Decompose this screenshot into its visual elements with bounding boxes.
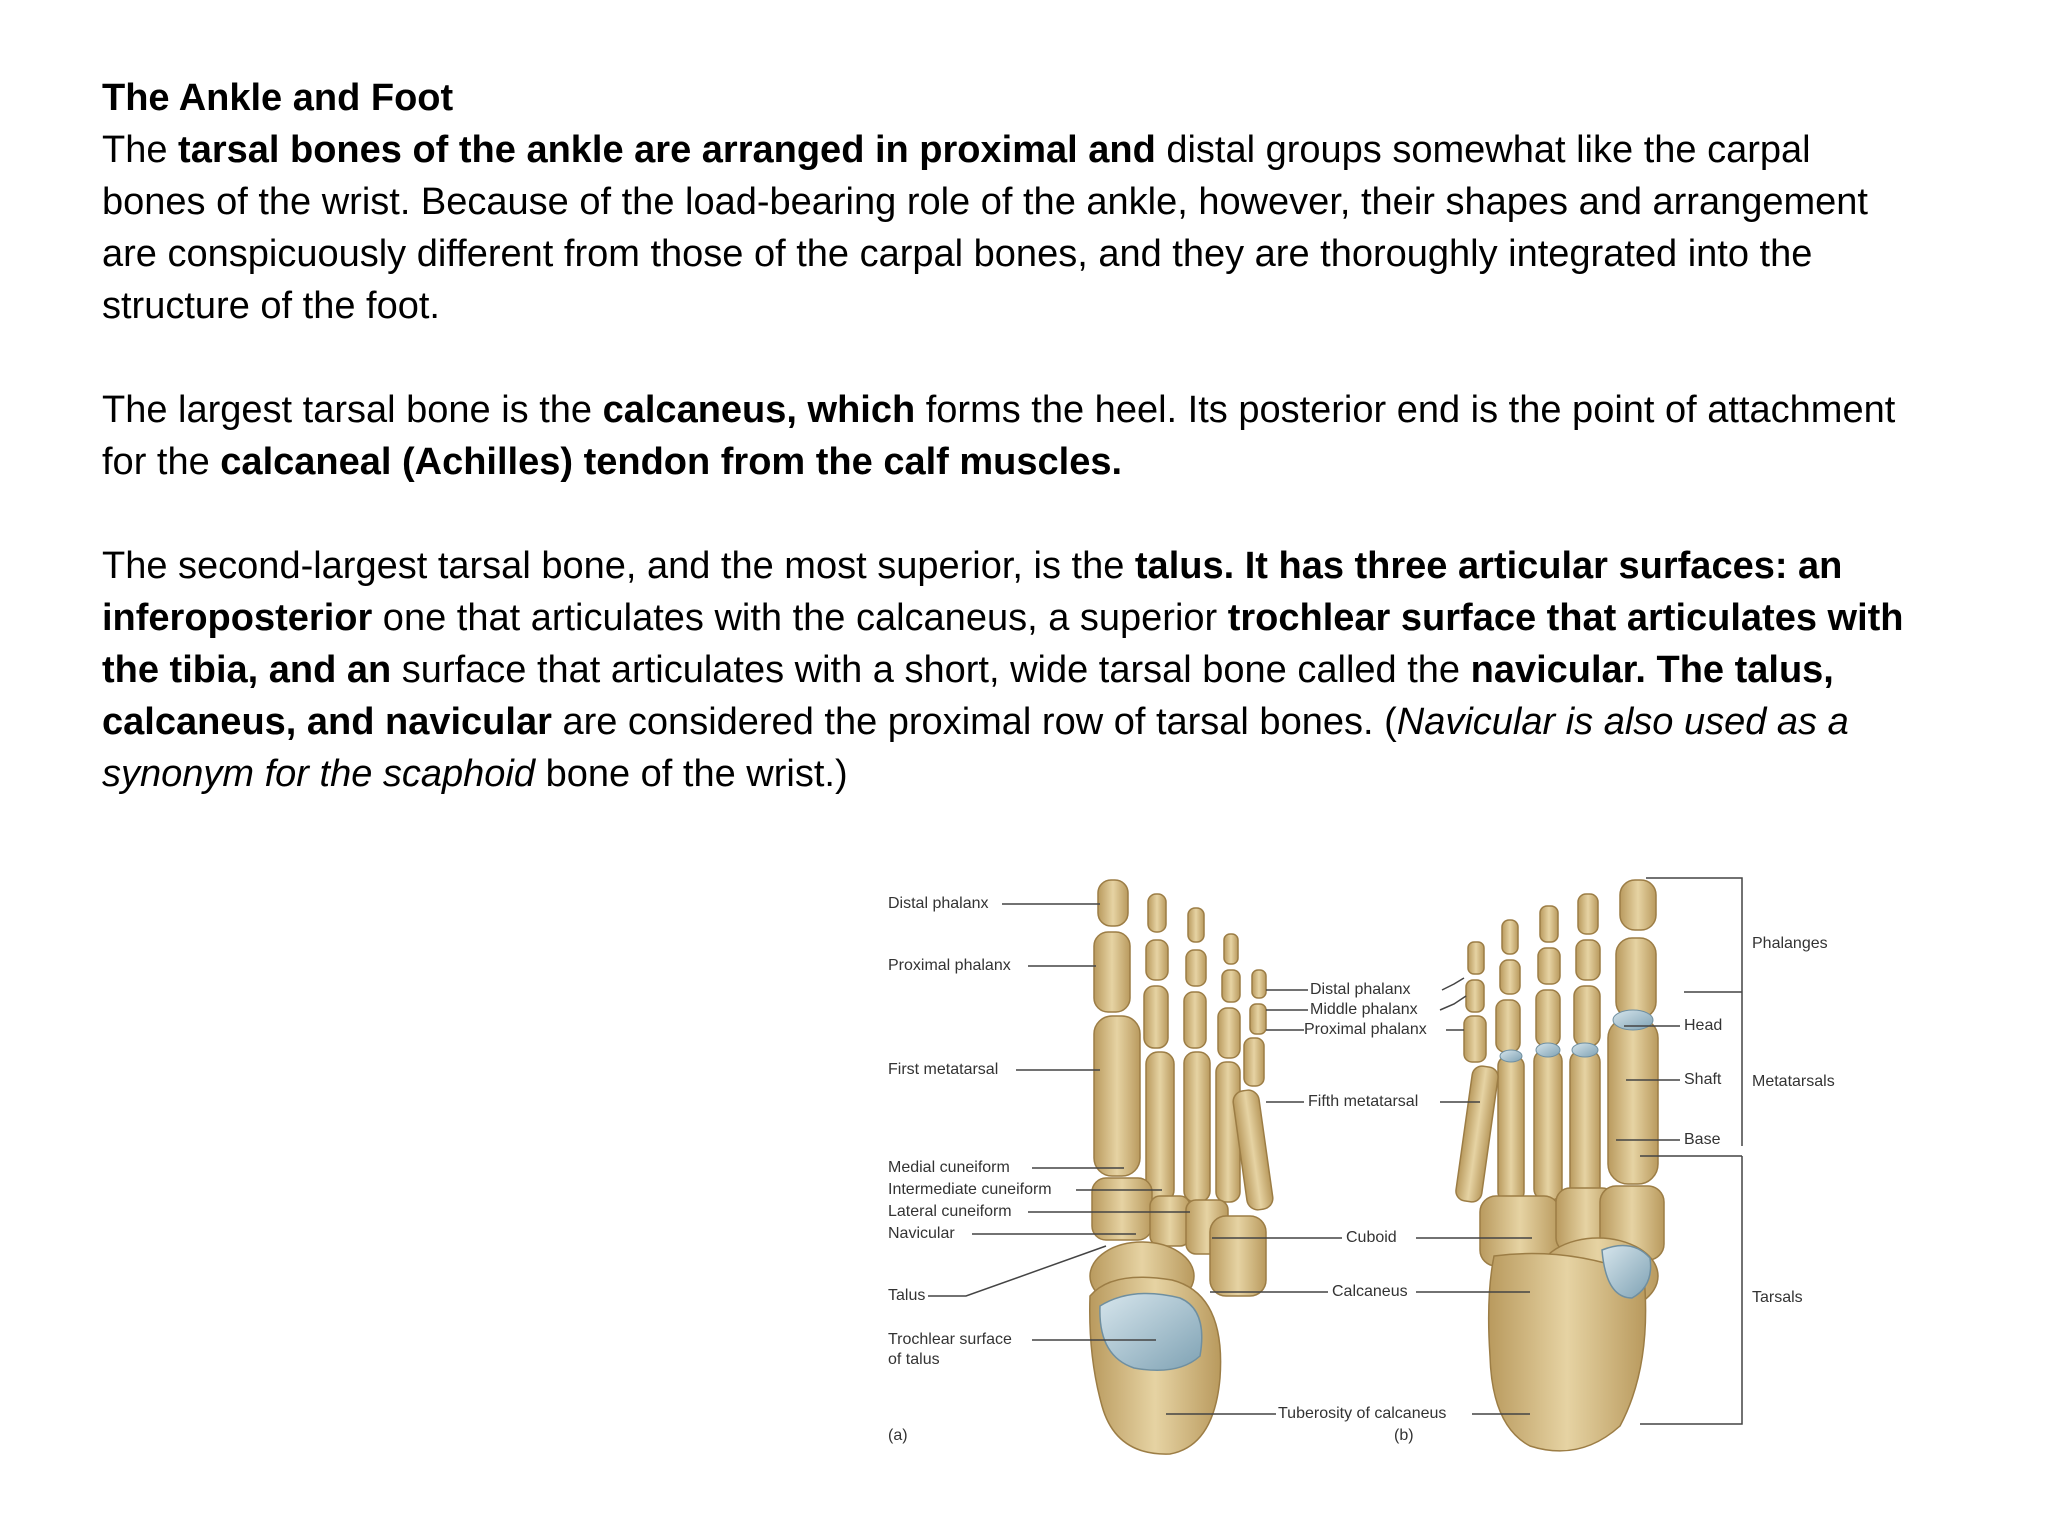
- article-text: [102, 72, 1922, 800]
- panel-label-b: (b): [1394, 1427, 1414, 1444]
- text-run: forms the heel. Its posterior end is the point of attachment for the: [102, 389, 1896, 483]
- label-of-talus: of talus: [888, 1351, 940, 1368]
- text-run: distal groups somewhat like the carpal bones of the wrist. Because of the load-bearing role of the ankle, however, their shapes and arrangement are conspicuously different from those of the carpal bones, and they are thoroughly integrated into the structure of the foot.: [102, 129, 1868, 327]
- text-run: are considered the proximal row of tarsal bones. (: [551, 701, 1397, 743]
- italic-run: Navicular is also used as a synonym for the scaphoid: [102, 701, 1849, 795]
- label-cuboid: Cuboid: [1346, 1229, 1397, 1246]
- panel-label-a: (a): [888, 1427, 908, 1444]
- paragraph-talus: [102, 540, 1922, 800]
- label-tarsals: Tarsals: [1752, 1289, 1803, 1306]
- bold-run: calcaneal (Achilles) tendon from the calf muscles.: [220, 441, 1123, 483]
- label-navicular: Navicular: [888, 1225, 955, 1242]
- bold-run: talus. It has three articular surfaces: an inferoposterior: [102, 545, 1843, 639]
- text-run: bone of the wrist.): [535, 753, 848, 795]
- bold-run: trochlear surface that articulates with the tibia, and an: [102, 597, 1904, 691]
- label-tuberosity-of-calcaneus: Tuberosity of calcaneus: [1278, 1405, 1447, 1422]
- label-distal-phalanx-mid: Distal phalanx: [1310, 981, 1411, 998]
- foot-a-bones: [1090, 880, 1274, 1454]
- label-fifth-metatarsal: Fifth metatarsal: [1308, 1093, 1419, 1110]
- label-calcaneus: Calcaneus: [1332, 1283, 1408, 1300]
- label-base: Base: [1684, 1131, 1721, 1148]
- bold-run: navicular. The talus, calcaneus, and navicular: [102, 649, 1834, 743]
- label-phalanges: Phalanges: [1752, 935, 1828, 952]
- label-distal-phalanx-a: Distal phalanx: [888, 895, 989, 912]
- text-run: The largest tarsal bone is the: [102, 389, 603, 431]
- text-run: surface that articulates with a short, wide tarsal bone called the: [391, 649, 1471, 691]
- label-metatarsals: Metatarsals: [1752, 1073, 1835, 1090]
- label-proximal-phalanx-mid: Proximal phalanx: [1304, 1021, 1427, 1038]
- label-lateral-cuneiform: Lateral cuneiform: [888, 1203, 1012, 1220]
- label-shaft: Shaft: [1684, 1071, 1722, 1088]
- paragraph-tarsal-bones: [102, 124, 1922, 332]
- text-run: The second-largest tarsal bone, and the most superior, is the: [102, 545, 1135, 587]
- label-talus: Talus: [888, 1287, 926, 1304]
- text-run: The: [102, 129, 179, 171]
- bold-run: calcaneus, which: [602, 389, 916, 431]
- paragraph-calcaneus: [102, 384, 1922, 488]
- label-trochlear-surface: Trochlear surface: [888, 1331, 1012, 1348]
- text-run: one that articulates with the calcaneus, a superior: [372, 597, 1228, 639]
- page-title: The Ankle and Foot: [102, 77, 454, 119]
- label-medial-cuneiform: Medial cuneiform: [888, 1159, 1010, 1176]
- foot-skeleton-illustration: [880, 866, 1900, 1466]
- foot-bones-figure: [880, 866, 1900, 1466]
- label-proximal-phalanx-a: Proximal phalanx: [888, 957, 1011, 974]
- label-middle-phalanx: Middle phalanx: [1310, 1001, 1418, 1018]
- bold-run: tarsal bones of the ankle are arranged in proximal and: [178, 129, 1156, 171]
- foot-b-bones: [1455, 880, 1664, 1451]
- label-intermediate-cuneiform: Intermediate cuneiform: [888, 1181, 1052, 1198]
- label-head: Head: [1684, 1017, 1723, 1034]
- label-first-metatarsal: First metatarsal: [888, 1061, 999, 1078]
